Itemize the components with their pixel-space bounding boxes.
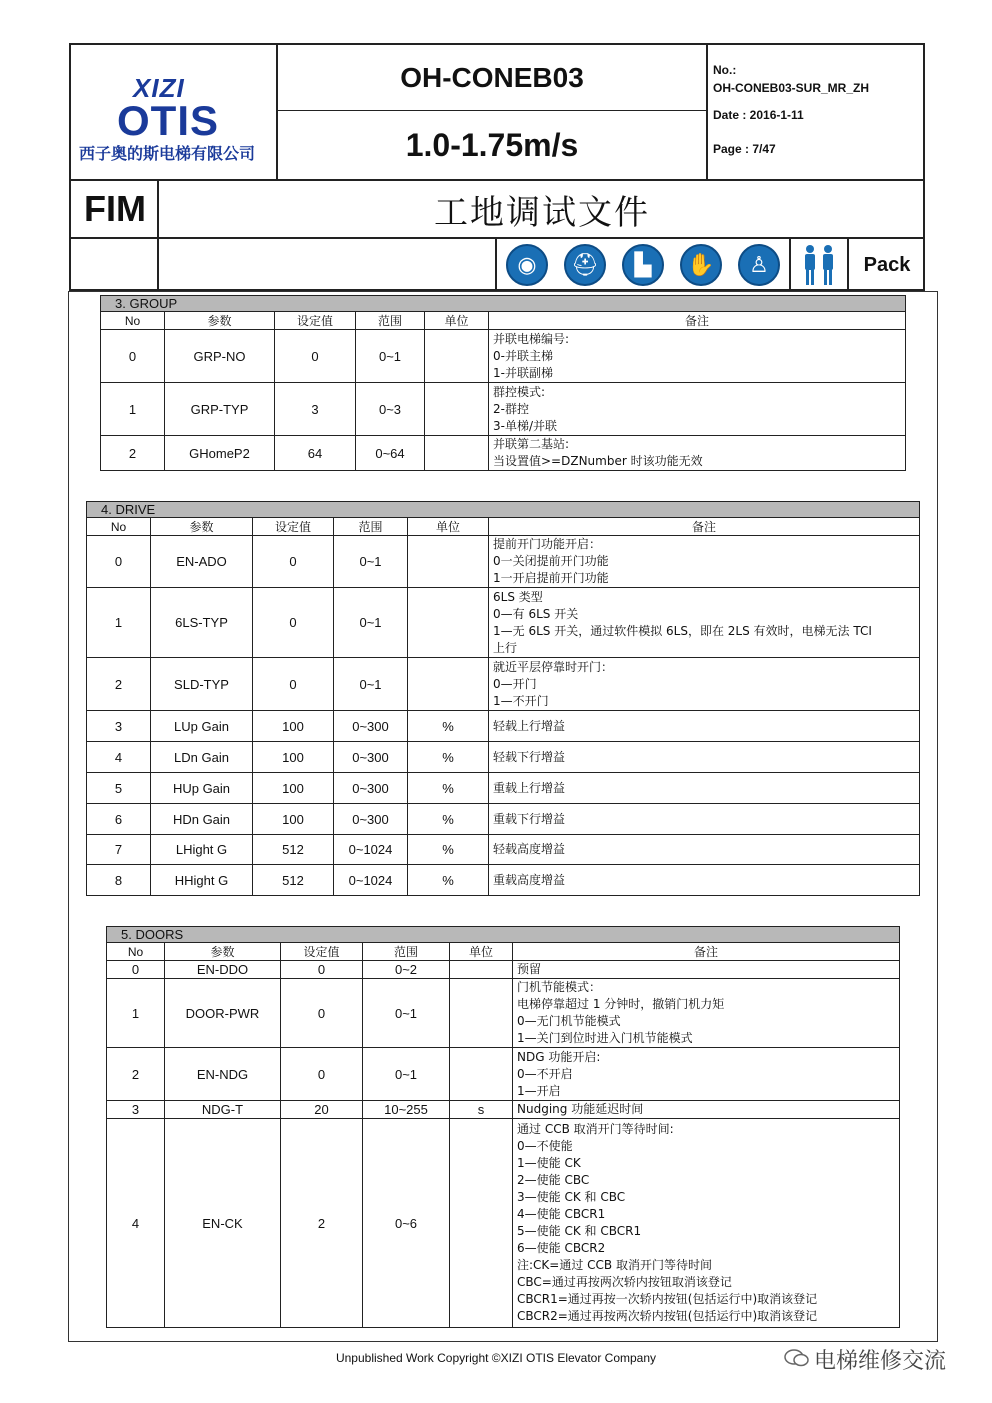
row-unit <box>450 1048 513 1101</box>
row-setting: 100 <box>253 773 334 804</box>
row-notes <box>513 961 900 979</box>
note-line: 2-群控 <box>493 401 529 416</box>
note-line: 3—使能 CK 和 CBC <box>517 1190 626 1204</box>
note-line: 并联电梯编号: <box>493 331 570 346</box>
col-setting: 设定值 <box>253 518 334 536</box>
row-unit <box>408 588 489 658</box>
row-notes <box>489 865 920 896</box>
row-no: 0 <box>107 961 165 979</box>
row-range: 0~1024 <box>334 865 408 896</box>
table-row <box>87 865 920 896</box>
row-setting: 0 <box>281 1048 363 1101</box>
note-line: 1—开启 <box>517 1083 561 1098</box>
section-title: 3. GROUP <box>101 296 906 312</box>
table-row <box>101 383 906 436</box>
note-line: 上行 <box>493 640 518 655</box>
note-line: 0-并联主梯 <box>493 348 553 363</box>
note-line: 群控模式: <box>493 384 546 399</box>
document-title: 工地调试文件 <box>434 192 650 233</box>
logo-xizi-text: XIZI <box>133 73 185 103</box>
row-range: 0~1 <box>334 536 408 588</box>
table-header <box>107 943 900 961</box>
table-row <box>107 979 900 1048</box>
row-param: LUp Gain <box>151 711 253 742</box>
row-param: HDn Gain <box>151 804 253 835</box>
col-notes: 备注 <box>513 943 900 961</box>
row-notes <box>513 979 900 1048</box>
row-range: 0~300 <box>334 804 408 835</box>
safety-boot-icon: ▙ <box>615 241 671 289</box>
row-unit: s <box>450 1101 513 1119</box>
doc-no-label: No.: <box>713 63 737 77</box>
row-param: EN-NDG <box>165 1048 281 1101</box>
note-line: 1一开启提前开门功能 <box>493 571 609 585</box>
row-setting: 0 <box>253 588 334 658</box>
note-line: 0—有 6LS 开关 <box>493 606 579 621</box>
table-row <box>87 835 920 865</box>
note-line: 重载下行增益 <box>493 811 566 826</box>
row-setting: 100 <box>253 711 334 742</box>
row-setting: 100 <box>253 804 334 835</box>
note-line: 4—使能 CBCR1 <box>517 1207 606 1221</box>
note-line: 0—不使能 <box>517 1139 573 1153</box>
copyright-footer: Unpublished Work Copyright ©XIZI OTIS Elevator Company <box>335 1351 657 1365</box>
table-row <box>107 961 900 979</box>
note-line: 1-并联副梯 <box>493 365 553 380</box>
row-unit: % <box>408 865 489 896</box>
row-no: 8 <box>87 865 151 896</box>
note-line: 0一关闭提前开门功能 <box>493 554 609 568</box>
note-line: 提前开门功能开启： <box>493 537 602 551</box>
logo-company-name: 西子奥的斯电梯有限公司 <box>79 144 256 163</box>
row-param: EN-DDO <box>165 961 281 979</box>
pack-label: Pack <box>863 253 911 276</box>
row-param: LHight G <box>151 835 253 865</box>
row-range: 0~3 <box>356 383 425 436</box>
row-notes <box>489 330 906 383</box>
note-line: 6LS 类型 <box>493 589 543 604</box>
row-setting: 3 <box>275 383 356 436</box>
row-setting: 64 <box>275 436 356 471</box>
row-range: 0~1 <box>334 658 408 711</box>
section-title: 5. DOORS <box>107 927 900 943</box>
row-unit: % <box>408 835 489 865</box>
row-range: 0~1024 <box>334 835 408 865</box>
col-unit: 单位 <box>450 943 513 961</box>
row-param: GRP-NO <box>165 330 275 383</box>
row-range: 0~1 <box>363 979 450 1048</box>
row-param: EN-CK <box>165 1119 281 1328</box>
section-title: 4. DRIVE <box>87 502 920 518</box>
note-line: 注:CK=通过 CCB 取消开门等待时间 <box>517 1258 712 1272</box>
row-notes <box>513 1048 900 1101</box>
document-code: OH-CONEB03 <box>400 62 584 93</box>
row-unit: % <box>408 742 489 773</box>
note-line: 通过 CCB 取消开门等待时间: <box>517 1122 674 1136</box>
note-line: 1—无 6LS 开关，通过软件模拟 6LS，即在 2LS 有效时，电梯无法 TCI <box>493 623 872 638</box>
row-unit: % <box>408 773 489 804</box>
col-no: No <box>107 943 165 961</box>
logo-otis-text: OTIS <box>117 97 220 144</box>
row-notes <box>489 742 920 773</box>
gloves-icon: ✋ <box>673 241 729 289</box>
row-param: NDG-T <box>165 1101 281 1119</box>
note-line: 0—开门 <box>493 676 537 691</box>
row-param: GHomeP2 <box>165 436 275 471</box>
row-unit <box>450 961 513 979</box>
row-unit <box>425 330 489 383</box>
row-notes <box>489 804 920 835</box>
two-persons-icon <box>791 241 847 289</box>
row-notes <box>513 1119 900 1328</box>
row-setting: 512 <box>253 835 334 865</box>
row-setting: 512 <box>253 865 334 896</box>
table-row <box>101 330 906 383</box>
drive-table <box>86 501 920 896</box>
col-no: No <box>87 518 151 536</box>
note-line: 预留 <box>517 962 542 976</box>
row-unit <box>425 383 489 436</box>
row-notes <box>489 835 920 865</box>
row-setting: 2 <box>281 1119 363 1328</box>
speed-range: 1.0-1.75m/s <box>405 127 579 163</box>
row-notes <box>489 588 920 658</box>
table-row <box>87 658 920 711</box>
note-line: 3-单梯/并联 <box>493 418 558 433</box>
row-notes <box>489 436 906 471</box>
col-range: 范围 <box>363 943 450 961</box>
row-notes <box>489 383 906 436</box>
row-setting: 0 <box>253 658 334 711</box>
row-notes <box>489 658 920 711</box>
doc-date: Date : 2016-1-11 <box>713 108 804 122</box>
note-line: Nudging 功能延迟时间 <box>517 1102 644 1116</box>
row-unit <box>450 1119 513 1328</box>
row-no: 0 <box>87 536 151 588</box>
note-line: CBC=通过再按两次轿内按钮取消该登记 <box>517 1275 732 1289</box>
row-setting: 0 <box>281 979 363 1048</box>
note-line: NDG 功能开启: <box>517 1049 601 1064</box>
col-no: No <box>101 312 165 330</box>
row-no: 3 <box>87 711 151 742</box>
note-line: 0—不开启 <box>517 1066 573 1081</box>
hard-hat-icon: ⛑ <box>557 241 613 289</box>
doors-table <box>106 926 900 1328</box>
row-no: 6 <box>87 804 151 835</box>
row-no: 2 <box>107 1048 165 1101</box>
col-notes: 备注 <box>489 312 906 330</box>
note-line: 电梯停靠超过 1 分钟时，撤销门机力矩 <box>517 997 725 1011</box>
note-line: CBCR2=通过再按两次轿内按钮(包括运行中)取消该登记 <box>517 1309 818 1323</box>
row-no: 1 <box>101 383 165 436</box>
row-range: 0~2 <box>363 961 450 979</box>
note-line: 5—使能 CK 和 CBCR1 <box>517 1224 642 1238</box>
table-row <box>101 436 906 471</box>
row-range: 0~6 <box>363 1119 450 1328</box>
row-unit <box>425 436 489 471</box>
col-unit: 单位 <box>408 518 489 536</box>
goggles-icon: ◉ <box>499 241 555 289</box>
note-line: 轻载高度增益 <box>493 842 566 856</box>
row-setting: 0 <box>281 961 363 979</box>
row-range: 10~255 <box>363 1101 450 1119</box>
fim-label: FIM <box>84 188 146 229</box>
row-no: 3 <box>107 1101 165 1119</box>
row-setting: 0 <box>275 330 356 383</box>
row-range: 0~300 <box>334 773 408 804</box>
row-param: SLD-TYP <box>151 658 253 711</box>
doc-page: Page : 7/47 <box>713 142 776 156</box>
row-no: 5 <box>87 773 151 804</box>
row-range: 0~300 <box>334 742 408 773</box>
table-row <box>87 804 920 835</box>
note-line: 门机节能模式： <box>517 980 602 994</box>
note-line: CBCR1=通过再按一次轿内按钮(包括运行中)取消该登记 <box>517 1292 818 1306</box>
col-notes: 备注 <box>489 518 920 536</box>
row-notes <box>489 536 920 588</box>
row-no: 4 <box>87 742 151 773</box>
row-range: 0~64 <box>356 436 425 471</box>
row-notes <box>489 773 920 804</box>
table-row <box>87 742 920 773</box>
row-unit <box>450 979 513 1048</box>
col-setting: 设定值 <box>275 312 356 330</box>
row-param: LDn Gain <box>151 742 253 773</box>
row-range: 0~1 <box>334 588 408 658</box>
row-no: 0 <box>101 330 165 383</box>
row-setting: 100 <box>253 742 334 773</box>
chat-bubble-icon <box>784 1348 810 1368</box>
row-setting: 20 <box>281 1101 363 1119</box>
document-header <box>69 43 925 291</box>
row-param: EN-ADO <box>151 536 253 588</box>
note-line: 当设置值>=DZNumber 时该功能无效 <box>493 454 703 468</box>
col-param: 参数 <box>165 312 275 330</box>
row-param: HHight G <box>151 865 253 896</box>
row-no: 1 <box>107 979 165 1048</box>
note-line: 1—关门到位时进入门机节能模式 <box>517 1031 693 1045</box>
col-param: 参数 <box>165 943 281 961</box>
table-header <box>101 312 906 330</box>
row-no: 7 <box>87 835 151 865</box>
row-param: DOOR-PWR <box>165 979 281 1048</box>
col-param: 参数 <box>151 518 253 536</box>
note-line: 轻载上行增益 <box>493 718 566 733</box>
row-unit <box>408 536 489 588</box>
row-notes <box>489 711 920 742</box>
row-notes <box>513 1101 900 1119</box>
col-range: 范围 <box>356 312 425 330</box>
note-line: 2—使能 CBC <box>517 1173 590 1187</box>
table-row <box>107 1048 900 1101</box>
row-param: HUp Gain <box>151 773 253 804</box>
col-setting: 设定值 <box>281 943 363 961</box>
row-no: 2 <box>87 658 151 711</box>
note-line: 重载上行增益 <box>493 780 566 795</box>
row-param: GRP-TYP <box>165 383 275 436</box>
row-range: 0~1 <box>363 1048 450 1101</box>
doc-no-value: OH-CONEB03-SUR_MR_ZH <box>713 81 870 95</box>
table-header <box>87 518 920 536</box>
row-unit <box>408 658 489 711</box>
table-row <box>87 536 920 588</box>
table-row <box>87 773 920 804</box>
row-no: 4 <box>107 1119 165 1328</box>
note-line: 轻载下行增益 <box>493 749 566 764</box>
note-line: 并联第二基站: <box>493 437 570 451</box>
note-line: 0—无门机节能模式 <box>517 1014 621 1028</box>
group-table <box>100 295 906 471</box>
row-range: 0~1 <box>356 330 425 383</box>
row-param: 6LS-TYP <box>151 588 253 658</box>
row-unit: % <box>408 711 489 742</box>
table-row <box>107 1101 900 1119</box>
row-unit: % <box>408 804 489 835</box>
note-line: 1—不开门 <box>493 693 549 708</box>
table-row <box>87 711 920 742</box>
note-line: 重载高度增益 <box>493 872 566 887</box>
note-line: 6—使能 CBCR2 <box>517 1241 606 1255</box>
col-range: 范围 <box>334 518 408 536</box>
row-no: 2 <box>101 436 165 471</box>
table-row <box>107 1119 900 1328</box>
row-range: 0~300 <box>334 711 408 742</box>
row-setting: 0 <box>253 536 334 588</box>
company-logo <box>71 45 277 179</box>
note-line: 1—使能 CK <box>517 1156 581 1170</box>
note-line: 就近平层停靠时开门： <box>493 659 614 674</box>
col-unit: 单位 <box>425 312 489 330</box>
watermark-text: 电梯维修交流 <box>814 1349 947 1374</box>
table-row <box>87 588 920 658</box>
harness-icon: ♙ <box>731 241 787 289</box>
row-no: 1 <box>87 588 151 658</box>
